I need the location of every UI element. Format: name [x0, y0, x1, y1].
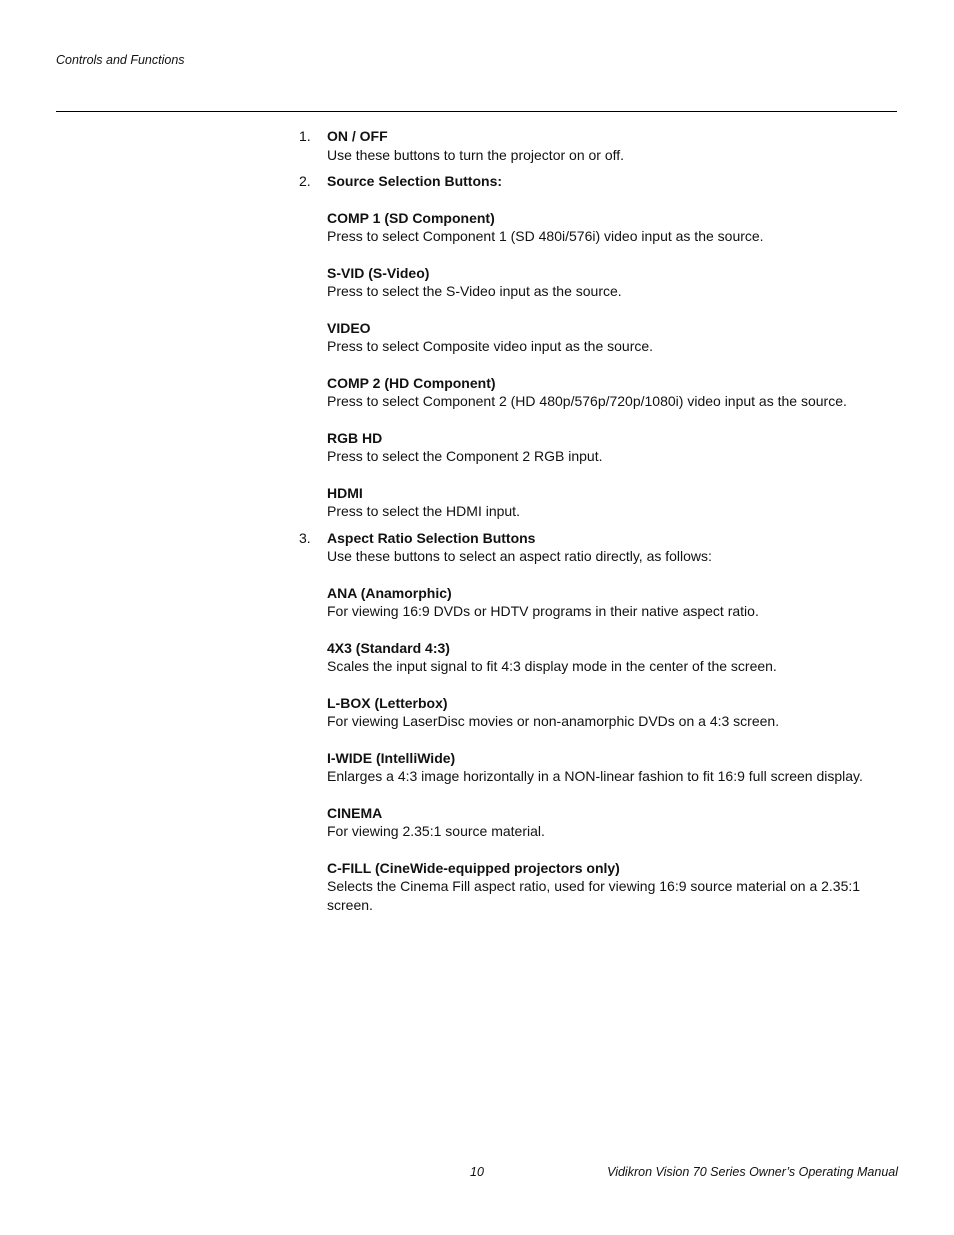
sub-item-description: For viewing 2.35:1 source material. — [327, 823, 545, 839]
item-description: Use these buttons to turn the projector on or off. — [327, 146, 625, 163]
sub-item-description: Press to select Component 2 (HD 480p/576p/720p/1080i) video input as the source. — [327, 393, 847, 409]
sub-item-cfill — [327, 859, 889, 915]
item-title: Aspect Ratio Selection Buttons — [327, 529, 536, 546]
sub-item-description: Press to select Component 1 (SD 480i/576i) video input as the source. — [327, 228, 764, 244]
page-number: 10 — [470, 1165, 484, 1179]
list-item-source-selection — [299, 172, 889, 521]
sub-item-ana — [327, 584, 889, 621]
running-header: Controls and Functions — [56, 53, 185, 67]
sub-item-title: C-FILL (CineWide-equipped projectors only) — [327, 859, 620, 876]
item-number: 2. — [299, 173, 311, 189]
header-rule — [56, 111, 897, 112]
sub-item-description: Press to select the S-Video input as the source. — [327, 283, 622, 299]
item-title: ON / OFF — [327, 128, 388, 144]
sub-item-title: RGB HD — [327, 429, 383, 446]
sub-item-title: L-BOX (Letterbox) — [327, 694, 448, 711]
sub-item-title: COMP 2 (HD Component) — [327, 374, 496, 391]
sub-item-title: COMP 1 (SD Component) — [327, 209, 495, 226]
list-item-aspect-ratio — [299, 529, 889, 915]
sub-item-description: Press to select Composite video input as the source. — [327, 338, 654, 354]
main-content — [299, 127, 889, 922]
sub-item-title: S-VID (S-Video) — [327, 264, 430, 281]
sub-item-lbox — [327, 694, 889, 731]
sub-item-video — [327, 319, 889, 356]
sub-item-description: Selects the Cinema Fill aspect ratio, used for viewing 16:9 source material on a 2.35:1 screen. — [327, 878, 861, 913]
sub-item-cinema — [327, 804, 889, 841]
list-item-on-off — [299, 127, 889, 164]
manual-title: Vidikron Vision 70 Series Owner’s Operating Manual — [607, 1165, 898, 1179]
item-number: 3. — [299, 529, 311, 546]
sub-item-description: Enlarges a 4:3 image horizontally in a NON-linear fashion to fit 16:9 full screen display. — [327, 768, 863, 784]
sub-item-description: For viewing LaserDisc movies or non-anamorphic DVDs on a 4:3 screen. — [327, 713, 780, 729]
sub-item-title: VIDEO — [327, 319, 371, 336]
sub-item-title: 4X3 (Standard 4:3) — [327, 639, 450, 656]
sub-item-title: HDMI — [327, 484, 363, 501]
item-description: Use these buttons to select an aspect ratio directly, as follows: — [327, 548, 712, 564]
sub-item-description: For viewing 16:9 DVDs or HDTV programs in their native aspect ratio. — [327, 603, 759, 619]
sub-item-svid — [327, 264, 889, 301]
item-title: Source Selection Buttons: — [327, 173, 503, 189]
sub-item-comp2 — [327, 374, 889, 411]
sub-item-title: I-WIDE (IntelliWide) — [327, 749, 456, 766]
sub-item-title: CINEMA — [327, 804, 383, 821]
sub-item-description: Scales the input signal to fit 4:3 display mode in the center of the screen. — [327, 658, 777, 674]
sub-item-description: Press to select the HDMI input. — [327, 503, 520, 519]
sub-item-4x3 — [327, 639, 889, 676]
sub-item-hdmi — [327, 484, 889, 521]
sub-item-description: Press to select the Component 2 RGB input. — [327, 448, 603, 464]
sub-item-comp1 — [327, 209, 889, 246]
item-number: 1. — [299, 128, 311, 144]
sub-item-iwide — [327, 749, 889, 786]
sub-item-title: ANA (Anamorphic) — [327, 584, 452, 601]
sub-item-rgbhd — [327, 429, 889, 466]
